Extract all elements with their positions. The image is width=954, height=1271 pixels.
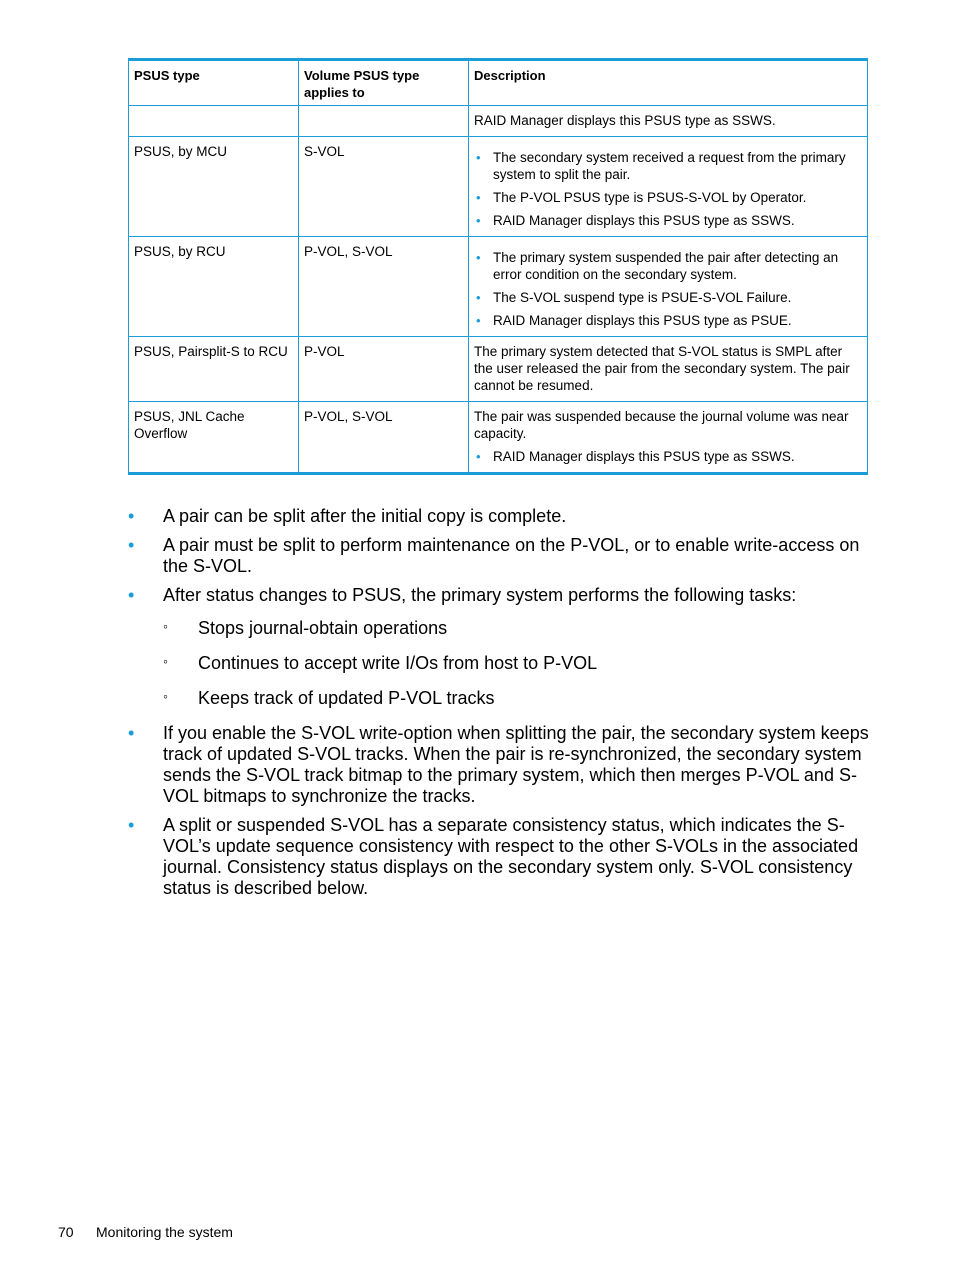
bullet-item <box>128 585 870 709</box>
table-row <box>129 137 868 237</box>
bullet-text: If you enable the S-VOL write-option when splitting the pair, the secondary system keeps track of updated S-VOL tracks. When the pair is re-synchronized, the secondary system sends the S-VOL track bitmap to the primary system, which then merges P-VOL and S-VOL bitmaps to synchronize the tracks. <box>163 723 869 806</box>
cell-volume: P-VOL, S-VOL <box>299 237 469 337</box>
table-row <box>129 237 868 337</box>
cell-description <box>469 137 868 237</box>
cell-volume: P-VOL <box>299 337 469 402</box>
description-bullets <box>474 249 862 329</box>
footer-section: Monitoring the system <box>96 1224 233 1240</box>
description-bullet: • The secondary system received a request from the primary system to split the pair. <box>474 149 862 183</box>
page-footer <box>58 1223 233 1241</box>
cell-psus-type: PSUS, Pairsplit-S to RCU <box>129 337 299 402</box>
header-volume: Volume PSUS type applies to <box>299 60 469 106</box>
cell-description <box>469 402 868 474</box>
page-number: 70 <box>58 1224 74 1240</box>
description-bullet: • RAID Manager displays this PSUS type as PSUE. <box>474 312 862 329</box>
sub-bullet-item: ◦ Stops journal-obtain operations <box>163 618 870 639</box>
bullet-list <box>128 506 870 899</box>
bullet-item <box>128 815 870 899</box>
header-psus-type: PSUS type <box>129 60 299 106</box>
description-bullet: • The primary system suspended the pair after detecting an error condition on the secondary system. <box>474 249 862 283</box>
cell-description <box>469 106 868 137</box>
table-row <box>129 337 868 402</box>
sub-bullet-list <box>163 618 870 709</box>
description-bullets <box>474 149 862 229</box>
description-bullet: • The P-VOL PSUS type is PSUS-S-VOL by Operator. <box>474 189 862 206</box>
description-text: RAID Manager displays this PSUS type as SSWS. <box>474 113 776 128</box>
header-description: Description <box>469 60 868 106</box>
psus-type-table <box>128 58 868 475</box>
cell-description <box>469 337 868 402</box>
bullet-text: A pair must be split to perform maintenance on the P-VOL, or to enable write-access on the S-VOL. <box>163 535 860 576</box>
table-row <box>129 106 868 137</box>
bullet-item <box>128 506 870 527</box>
description-bullet: • The S-VOL suspend type is PSUE-S-VOL Failure. <box>474 289 862 306</box>
bullet-text: A pair can be split after the initial copy is complete. <box>163 506 567 526</box>
cell-psus-type: PSUS, JNL Cache Overflow <box>129 402 299 474</box>
table-header-row <box>129 60 868 106</box>
bullet-text: A split or suspended S-VOL has a separate consistency status, which indicates the S-VOL’s update sequence consistency with respect to the other S-VOLs in the associated journal. Consistency status displays on the secondary system only. S-VOL consistency status is described below. <box>163 815 859 898</box>
cell-psus-type: PSUS, by MCU <box>129 137 299 237</box>
bullet-item <box>128 535 870 577</box>
cell-volume: P-VOL, S-VOL <box>299 402 469 474</box>
bullet-text: After status changes to PSUS, the primary system performs the following tasks: <box>163 585 797 605</box>
sub-bullet-item: ◦ Keeps track of updated P-VOL tracks <box>163 688 870 709</box>
description-bullet: • RAID Manager displays this PSUS type as SSWS. <box>474 448 862 465</box>
cell-volume: S-VOL <box>299 137 469 237</box>
cell-volume <box>299 106 469 137</box>
body-text <box>128 506 870 907</box>
sub-bullet-item: ◦ Continues to accept write I/Os from host to P-VOL <box>163 653 870 674</box>
description-bullets <box>474 448 862 465</box>
description-bullet: • RAID Manager displays this PSUS type as SSWS. <box>474 212 862 229</box>
cell-psus-type <box>129 106 299 137</box>
description-text: The pair was suspended because the journal volume was near capacity. <box>474 409 849 441</box>
cell-psus-type: PSUS, by RCU <box>129 237 299 337</box>
description-text: The primary system detected that S-VOL status is SMPL after the user released the pair from the secondary system. The pair cannot be resumed. <box>474 344 850 393</box>
bullet-item <box>128 723 870 807</box>
table-row <box>129 402 868 474</box>
cell-description <box>469 237 868 337</box>
